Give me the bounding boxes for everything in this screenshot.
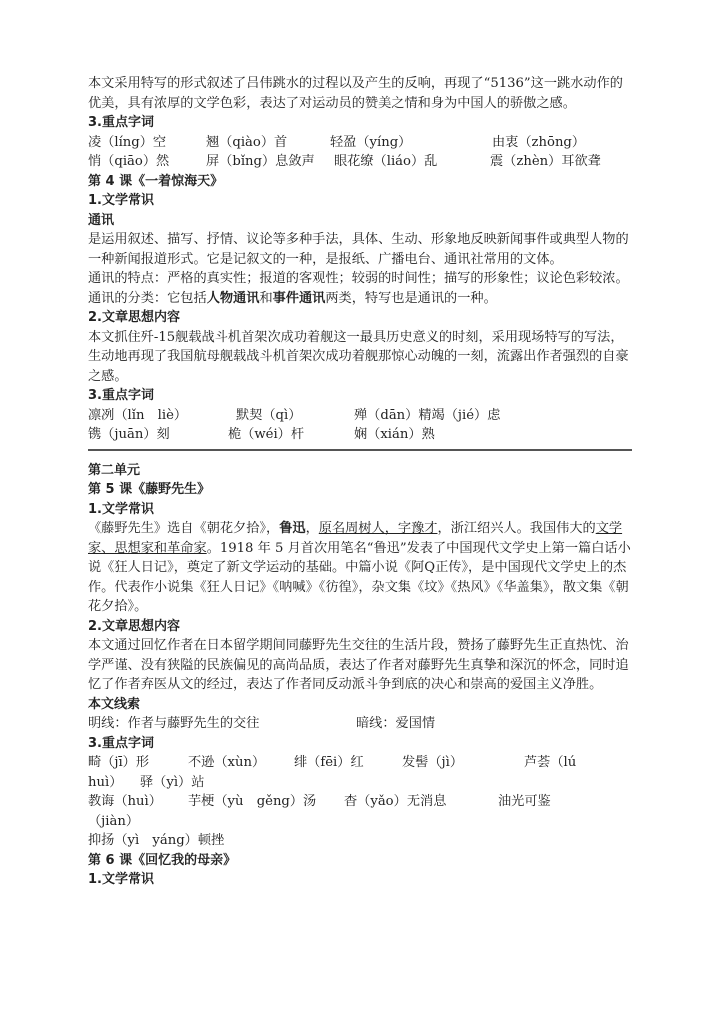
lesson5-clue-heading: 本文线索 bbox=[88, 696, 141, 712]
lesson3-words-row-2 bbox=[88, 152, 632, 172]
section-divider bbox=[88, 449, 632, 451]
word-item: 悄（qiāo）然 bbox=[88, 154, 170, 169]
word-item: （jiàn） bbox=[88, 813, 140, 829]
word-item: 发髻（jì） bbox=[402, 755, 464, 770]
lesson5-words-row-2 bbox=[88, 792, 632, 812]
word-item: 凛冽（lǐn liè） bbox=[88, 407, 188, 423]
tongxun-definition: 是运用叙述、描写、抒情、议论等多种手法，具体、生动、形象地反映新闻事件或典型人物的一种新闻报道形式。它是记叙文的一种，是报纸、广播电台、通讯社常用的文体。 bbox=[88, 232, 629, 267]
tongxun-categories bbox=[88, 289, 632, 309]
document-page bbox=[88, 74, 632, 890]
bold-term: 鲁迅 bbox=[279, 521, 306, 536]
lesson3-key-words-heading: 3.重点字词 bbox=[88, 115, 154, 130]
lesson5-title: 第 5 课《藤野先生》 bbox=[88, 482, 211, 497]
word-item: 芦荟（lú bbox=[524, 755, 577, 770]
lesson4-idea-heading: 2.文章思想内容 bbox=[88, 310, 180, 325]
text-span: 两类，特写也是通讯的一种。 bbox=[325, 290, 497, 306]
lesson4-title: 第 4 课《一着惊海天》 bbox=[88, 173, 224, 189]
text-span: ， bbox=[305, 521, 319, 536]
word-item: 不逊（xùn） bbox=[188, 755, 266, 770]
lesson5-lit-text bbox=[88, 519, 632, 617]
word-item: 驿（yì）站 bbox=[140, 774, 205, 790]
lesson6-title: 第 6 课《回忆我的母亲》 bbox=[88, 852, 237, 868]
lesson4-words-row-2 bbox=[88, 425, 632, 445]
lesson5-clue-row bbox=[88, 714, 632, 734]
tongxun-heading: 通讯 bbox=[88, 212, 115, 228]
word-item: 教诲（huì） bbox=[88, 794, 162, 809]
lesson5-key-words-heading: 3.重点字词 bbox=[88, 735, 154, 751]
word-item: 芋梗（yù gěng）汤 bbox=[188, 794, 317, 809]
text-span: 通讯的分类：它包括 bbox=[88, 290, 207, 306]
unit-title: 第二单元 bbox=[88, 462, 141, 478]
bold-term: 事件通讯 bbox=[272, 290, 326, 306]
underlined-text: 文学家、思想家和革命家 bbox=[88, 521, 623, 556]
word-item: 震（zhèn）耳欲聋 bbox=[490, 154, 601, 169]
word-item: 凌（líng）空 bbox=[88, 134, 167, 150]
lesson5-lit-heading: 1.文学常识 bbox=[88, 501, 154, 517]
bright-clue: 明线：作者与藤野先生的交往 bbox=[88, 716, 260, 731]
lesson5-idea: 本文通过回忆作者在日本留学期间同藤野先生交往的生活片段，赞扬了藤野先生正直热忱、治学严谨、没有狭隘的民族偏见的高尚品质，表达了作者对藤野先生真挚和深沉的怀念，同时追忆了作者弃医从文的经过，表达了作者同反动派斗争到底的决心和崇高的爱国主义净胜。 bbox=[88, 638, 629, 692]
text-span: 和 bbox=[259, 290, 273, 306]
lesson4-words-row-1 bbox=[88, 406, 632, 426]
word-item: 镌（juān）刻 bbox=[88, 427, 170, 442]
word-item: 屏（bǐng）息敛声 bbox=[206, 154, 315, 169]
word-item: 绯（fēi）红 bbox=[294, 755, 364, 770]
lesson3-summary: 本文采用特写的形式叙述了吕伟跳水的过程以及产生的反响，再现了“5136”这一跳水动作的优美，具有浓厚的文学色彩，表达了对运动员的赞美之情和身为中国人的骄傲之感。 bbox=[88, 76, 623, 111]
word-item: 殚（dān）精竭（jié）虑 bbox=[354, 407, 501, 423]
bold-term: 人物通讯 bbox=[206, 290, 260, 306]
word-item: 默契（qì） bbox=[236, 407, 302, 423]
word-item: 轻盈（yíng） bbox=[330, 134, 412, 150]
word-item: 娴（xián）熟 bbox=[354, 427, 435, 442]
word-item: 杳（yǎo）无消息 bbox=[344, 794, 447, 809]
dark-clue: 暗线：爱国情 bbox=[356, 716, 436, 731]
word-item: 眼花缭（liáo）乱 bbox=[334, 154, 438, 169]
word-item: huì） bbox=[88, 774, 123, 790]
word-item: 由衷（zhōng） bbox=[492, 134, 586, 150]
lesson4-idea: 本文抓住歼-15舰载战斗机首架次成功着舰这一最具历史意义的时刻，采用现场特写的写法，生动地再现了我国航母舰载战斗机首架次成功着舰那惊心动魄的一刻，流露出作者强烈的自豪之感。 bbox=[88, 329, 629, 384]
word-item: 翘（qiào）首 bbox=[206, 134, 288, 150]
lesson5-words-row-1b bbox=[88, 773, 632, 793]
lesson5-idea-heading: 2.文章思想内容 bbox=[88, 618, 180, 634]
text-span: 。1918 年 5 月首次用笔名“鲁迅”发表了中国现代文学史上第一篇白话小说《狂人日记》，奠定了新文学运动的基础。中篇小说《阿Q正传》，是中国现代文学史上的杰作。代表作小说集《狂人日记》《呐喊》《彷徨》，杂文集《坟》《热风》《华盖集》，散文集《朝花夕拾》。 bbox=[88, 540, 631, 614]
word-item: 油光可鉴 bbox=[498, 794, 551, 809]
tongxun-features: 通讯的特点：严格的真实性；报道的客观性；较弱的时间性；描写的形象性；议论色彩较浓。 bbox=[88, 271, 629, 286]
lesson3-words-row-1 bbox=[88, 133, 632, 153]
lesson4-key-words-heading: 3.重点字词 bbox=[88, 388, 154, 403]
lesson4-lit-heading: 1.文学常识 bbox=[88, 193, 154, 208]
text-span: 《藤野先生》选自《朝花夕拾》， bbox=[88, 521, 280, 536]
word-item: 抑扬（yì yáng）顿挫 bbox=[88, 833, 225, 848]
underlined-text: 原名周树人，字豫才 bbox=[318, 521, 438, 536]
lesson5-words-row-1 bbox=[88, 753, 632, 773]
text-span: ，浙江绍兴人。我国伟大的 bbox=[437, 521, 596, 536]
word-item: 桅（wéi）杆 bbox=[228, 427, 305, 442]
lesson6-lit-heading: 1.文学常识 bbox=[88, 872, 154, 887]
word-item: 畸（jī）形 bbox=[88, 755, 150, 770]
